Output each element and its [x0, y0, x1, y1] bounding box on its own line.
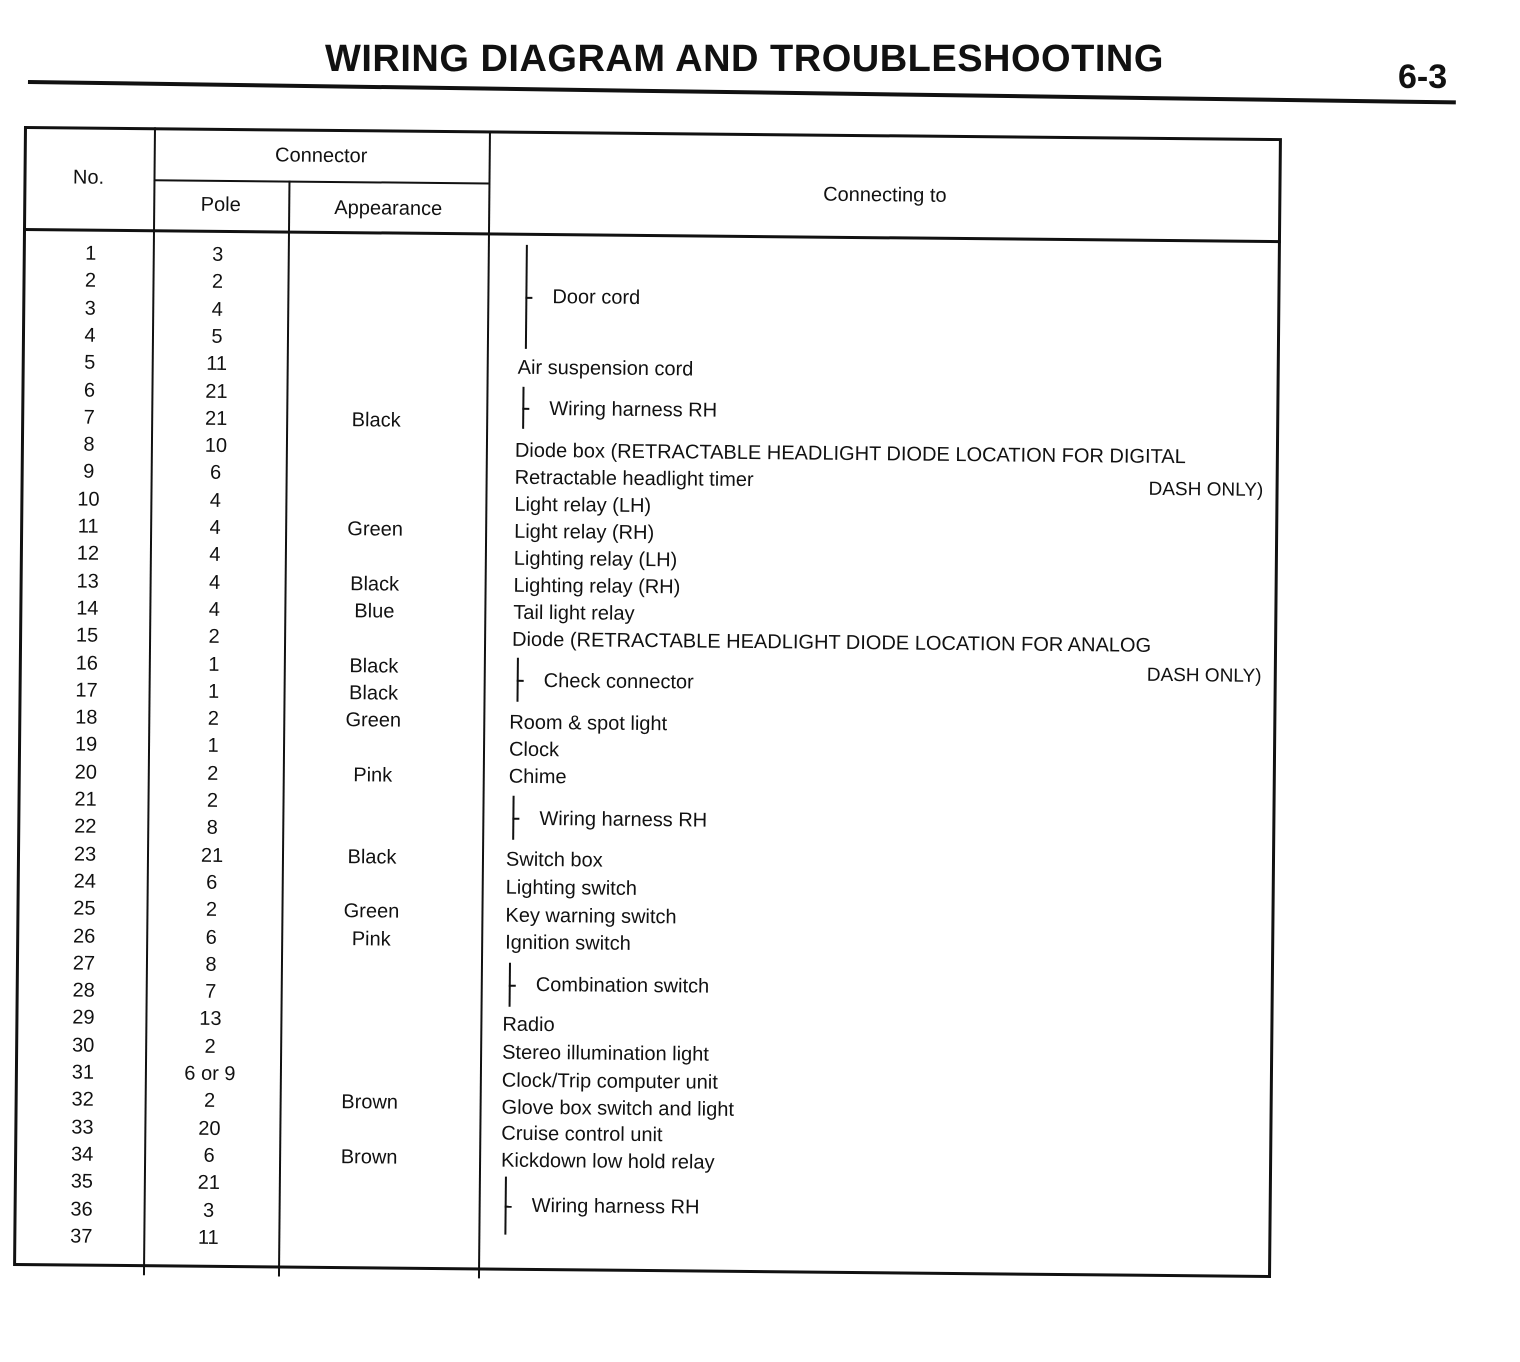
table-row — [16, 979, 481, 1010]
table-row — [15, 1061, 480, 1092]
conn-air-suspension-cord: Air suspension cord — [517, 356, 694, 381]
row-pole: 21 — [204, 407, 228, 430]
conn-lighting-relay-rh: Lighting relay (RH) — [513, 574, 681, 599]
row-appearance: Black — [349, 681, 399, 705]
row-number: 7 — [83, 406, 95, 429]
header-appearance: Appearance — [334, 196, 443, 221]
row-number: 34 — [70, 1143, 94, 1166]
brace-wiring-harness-3 — [504, 1177, 513, 1235]
table-row — [22, 324, 487, 355]
row-number: 6 — [83, 379, 96, 402]
row-pole: 4 — [209, 516, 221, 539]
conn-wiring-harness-rh-3: Wiring harness RH — [531, 1194, 700, 1219]
table-row — [14, 1170, 479, 1201]
row-pole: 11 — [197, 1226, 219, 1249]
row-pole: 4 — [209, 544, 221, 567]
header-rule — [28, 80, 1456, 104]
row-pole: 2 — [207, 707, 219, 730]
conn-light-relay-rh: Light relay (RH) — [514, 520, 655, 545]
header-no: No. — [72, 166, 105, 189]
row-pole: 4 — [211, 298, 223, 321]
row-appearance: Green — [343, 900, 400, 923]
row-appearance: Black — [347, 845, 397, 869]
row-pole: 6 — [206, 871, 218, 894]
row-appearance: Brown — [340, 1145, 398, 1169]
table-row — [18, 761, 483, 792]
row-number: 12 — [76, 542, 100, 566]
conn-kickdown-relay: Kickdown low hold relay — [500, 1149, 715, 1174]
page-title: WIRING DIAGRAM AND TROUBLESHOOTING — [325, 38, 1164, 80]
table-row — [20, 515, 485, 546]
row-number: 24 — [73, 870, 96, 893]
conn-radio: Radio — [502, 1013, 555, 1037]
row-pole: 1 — [207, 735, 219, 758]
row-number: 3 — [84, 297, 96, 320]
row-pole: 13 — [199, 1008, 222, 1031]
row-appearance: Pink — [351, 927, 391, 951]
row-pole: 10 — [204, 434, 228, 458]
conn-switch-box: Switch box — [505, 848, 603, 872]
conn-light-relay-lh: Light relay (LH) — [514, 493, 652, 518]
row-pole: 2 — [205, 898, 218, 922]
row-pole: 7 — [205, 980, 217, 1003]
row-appearance: Green — [347, 518, 404, 541]
conn-diode-box-cont: DASH ONLY) — [1148, 478, 1264, 501]
row-number: 35 — [70, 1170, 94, 1193]
table-row — [20, 542, 485, 573]
row-number: 14 — [76, 597, 99, 620]
table-row — [22, 269, 487, 300]
table-row — [16, 924, 481, 955]
conn-diode-box: Diode box (RETRACTABLE HEADLIGHT DIODE LOCATION FOR DIGITAL — [514, 439, 1186, 469]
conn-combination-switch: Combination switch — [535, 973, 710, 998]
brace-wiring-harness-2 — [512, 796, 520, 840]
table-row — [17, 870, 482, 901]
row-number: 30 — [71, 1034, 95, 1057]
row-number: 32 — [71, 1088, 94, 1112]
row-appearance: Black — [350, 572, 400, 596]
conn-chime: Chime — [508, 765, 567, 789]
row-pole: 4 — [208, 598, 221, 621]
row-number: 25 — [73, 897, 96, 920]
row-pole: 4 — [209, 489, 222, 512]
row-pole: 2 — [208, 625, 220, 649]
header-connecting-to: Connecting to — [823, 183, 947, 207]
row-pole: 2 — [203, 1090, 216, 1113]
row-pole: 2 — [211, 271, 224, 294]
conn-cruise-control: Cruise control unit — [501, 1122, 663, 1147]
conn-glove-box: Glove box switch and light — [501, 1096, 735, 1121]
header-connector: Connector — [274, 144, 368, 168]
row-number: 29 — [72, 1006, 95, 1030]
table-row — [18, 706, 483, 737]
row-number: 18 — [75, 706, 98, 729]
table-row — [13, 1197, 478, 1228]
row-pole: 8 — [205, 953, 217, 976]
row-pole: 6 — [203, 1144, 215, 1167]
conn-diode-cont: DASH ONLY) — [1146, 664, 1262, 687]
row-pole: 1 — [208, 653, 220, 676]
page-number: 6-3 — [1398, 58, 1448, 96]
brace-door-cord — [525, 245, 534, 349]
brace-wiring-harness-1 — [522, 387, 530, 429]
row-pole: 6 — [210, 462, 222, 485]
row-pole: 1 — [207, 680, 220, 703]
row-number: 23 — [73, 843, 97, 866]
row-number: 27 — [72, 952, 96, 975]
row-pole: 21 — [205, 380, 228, 403]
row-appearance: Blue — [354, 600, 395, 623]
row-pole: 21 — [200, 844, 224, 867]
row-appearance: Pink — [353, 763, 393, 787]
row-pole: 8 — [206, 817, 218, 840]
row-pole: 3 — [202, 1199, 215, 1222]
conn-wiring-harness-rh-1: Wiring harness RH — [549, 398, 718, 422]
row-pole: 2 — [204, 1035, 216, 1058]
table-row — [21, 460, 486, 491]
row-number: 31 — [71, 1061, 95, 1084]
row-appearance: Black — [349, 654, 399, 678]
row-number: 2 — [84, 269, 97, 292]
table-row — [16, 952, 481, 983]
conn-clock: Clock — [508, 738, 560, 762]
row-number: 8 — [83, 433, 95, 456]
table-row — [21, 433, 486, 464]
row-number: 36 — [70, 1197, 93, 1221]
table-row — [21, 378, 486, 409]
brace-check-connector — [516, 658, 524, 702]
table-row — [17, 843, 482, 874]
row-pole: 5 — [211, 325, 223, 348]
row-pole: 2 — [207, 762, 219, 785]
row-number: 10 — [77, 488, 100, 511]
row-pole: 6 — [205, 926, 217, 949]
conn-tail-light-relay: Tail light relay — [513, 601, 635, 625]
table-row — [15, 1088, 480, 1119]
row-pole: 20 — [198, 1117, 221, 1140]
row-pole: 6 or 9 — [184, 1062, 236, 1086]
row-number: 20 — [74, 761, 98, 784]
conn-lighting-relay-lh: Lighting relay (LH) — [513, 547, 678, 572]
table-row — [23, 242, 488, 273]
conn-key-warning-switch: Key warning switch — [505, 904, 677, 929]
table-row — [17, 815, 482, 846]
row-appearance: Black — [351, 408, 401, 432]
row-number: 37 — [70, 1225, 93, 1248]
table-row — [22, 351, 487, 382]
brace-combination-switch — [509, 963, 517, 1007]
conn-check-connector: Check connector — [543, 670, 694, 694]
table-row — [13, 1225, 478, 1256]
table-row — [22, 297, 487, 328]
table-row — [16, 897, 481, 928]
table-row — [19, 651, 484, 682]
row-number: 5 — [84, 351, 96, 374]
row-number: 26 — [72, 925, 96, 948]
table-row — [20, 488, 485, 519]
table-row — [19, 597, 484, 628]
table-row — [14, 1143, 479, 1174]
row-pole: 4 — [208, 571, 221, 594]
row-number: 11 — [77, 515, 99, 538]
table-row — [14, 1116, 479, 1147]
table-row — [21, 406, 486, 437]
row-number: 16 — [75, 652, 99, 675]
row-pole: 21 — [197, 1171, 221, 1195]
row-number: 21 — [74, 788, 97, 811]
table-row — [18, 679, 483, 710]
table-row — [17, 788, 482, 819]
row-appearance: Green — [345, 709, 402, 732]
table-row — [15, 1006, 480, 1037]
row-pole: 2 — [206, 789, 219, 812]
row-number: 9 — [83, 460, 95, 484]
header-pole: Pole — [200, 193, 241, 217]
row-pole: 3 — [212, 243, 224, 266]
row-number: 13 — [76, 570, 99, 593]
row-number: 33 — [71, 1116, 94, 1139]
conn-room-spot-light: Room & spot light — [509, 711, 668, 736]
row-appearance: Brown — [341, 1091, 399, 1114]
row-number: 1 — [85, 242, 97, 265]
table-row — [18, 733, 483, 764]
table-row — [19, 624, 484, 655]
row-pole: 11 — [206, 352, 228, 376]
conn-ignition-switch: Ignition switch — [505, 931, 631, 955]
wiring-table — [13, 126, 1282, 1286]
row-number: 17 — [75, 679, 98, 702]
table-row — [15, 1034, 480, 1065]
conn-clock-trip: Clock/Trip computer unit — [501, 1069, 718, 1094]
conn-door-cord: Door cord — [552, 286, 641, 309]
conn-wiring-harness-rh-2: Wiring harness RH — [539, 807, 708, 832]
conn-diode: Diode (RETRACTABLE HEADLIGHT DIODE LOCATION FOR ANALOG — [511, 628, 1152, 657]
row-number: 22 — [74, 815, 97, 839]
row-number: 19 — [74, 733, 98, 757]
row-number: 28 — [72, 979, 95, 1002]
conn-lighting-switch: Lighting switch — [505, 876, 637, 900]
row-number: 15 — [75, 624, 99, 647]
table-row — [19, 570, 484, 601]
conn-headlight-timer: Retractable headlight timer — [514, 466, 754, 492]
row-number: 4 — [84, 324, 96, 347]
conn-stereo-illumination: Stereo illumination light — [502, 1041, 710, 1066]
